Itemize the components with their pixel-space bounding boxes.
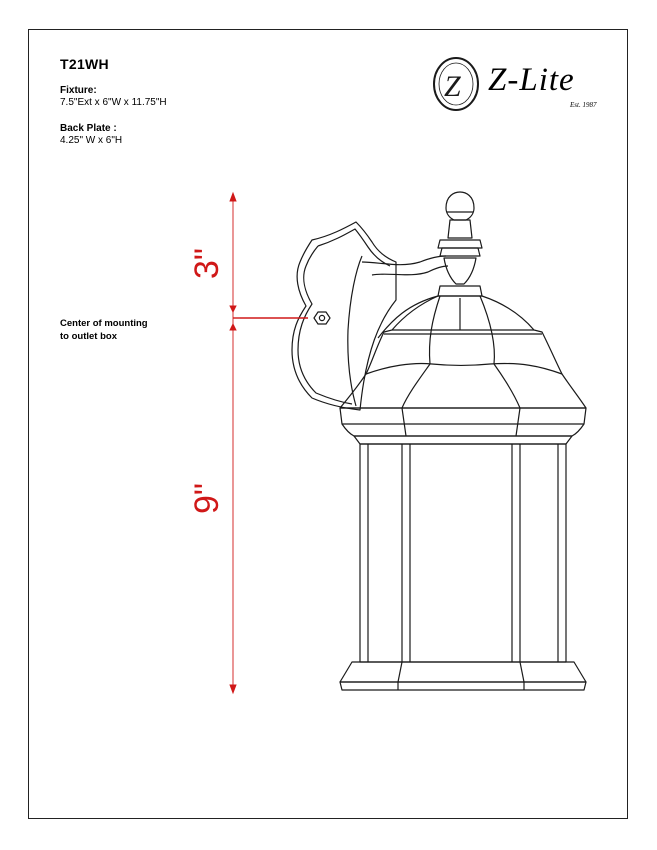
logo-established: Est. 1987 [570,101,597,109]
svg-text:Z: Z [444,70,461,103]
mounting-note-line1: Center of mounting [60,318,148,329]
back-plate-value: 4.25" W x 6"H [60,135,123,146]
back-plate-label: Back Plate : [60,123,117,134]
model-number: T21WH [60,56,109,72]
fixture-value: 7.5"Ext x 6"W x 11.75"H [60,97,167,108]
dimension-upper: 3" [187,248,226,279]
fixture-label: Fixture: [60,85,97,96]
dimension-lower: 9" [187,483,226,514]
mounting-note-line2: to outlet box [60,331,117,342]
logo-wordmark: Z-Lite [488,62,575,98]
